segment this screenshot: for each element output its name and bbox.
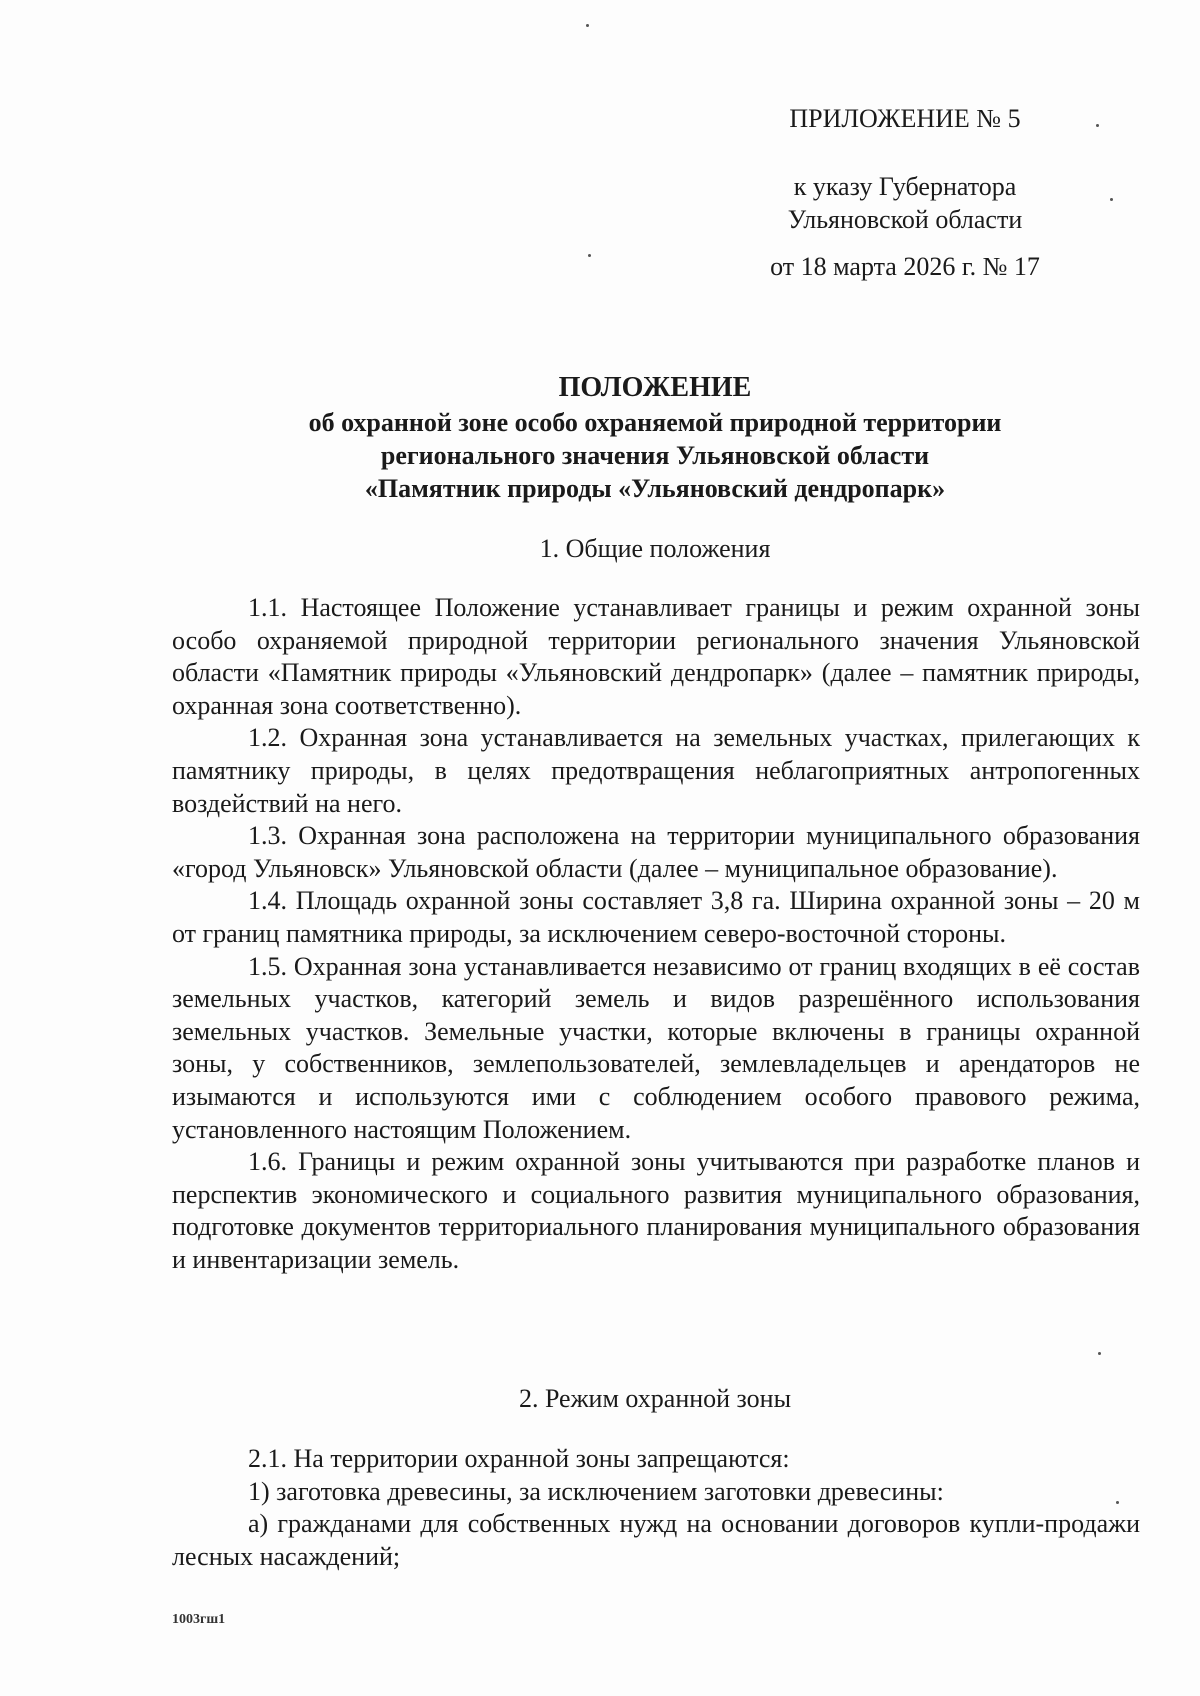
scan-speck [588,254,591,257]
decree-reference [700,170,1110,236]
paragraph: 1) заготовка древесины, за исключением заготовки древесины: [248,1476,944,1506]
decree-date: от 18 марта 2026 г. № 17 [770,252,1040,281]
title-line: «Памятник природы «Ульяновский дендропарк» [364,474,946,503]
decree-reference-line: Ульяновской области [787,205,1023,234]
document-title [170,370,1140,505]
paragraph: 1.3. Охранная зона расположена на территории муниципального образования «город Ульяновск» Ульяновской области (далее – муниципальное образование). [172,821,1140,883]
scan-speck [1110,198,1113,201]
decree-reference-line: к указу Губернатора [793,172,1017,201]
appendix-number: ПРИЛОЖЕНИЕ № 5 [789,104,1021,133]
paragraph: 1.6. Границы и режим охранной зоны учитываются при разработке планов и перспектив экономического и социального развития муниципального образования, подготовке документов территориального планирования муниципального образования и инвентаризации земель. [172,1147,1140,1274]
section-heading: 1. Общие положения [539,534,771,563]
paragraph: 1.2. Охранная зона устанавливается на земельных участках, прилегающих к памятнику природы, в целях предотвращения неблагоприятных антропогенных воздействий на него. [172,723,1140,818]
title-name: ПОЛОЖЕНИЕ [558,372,752,403]
section-body [172,1443,1140,1573]
scan-speck [1098,1352,1101,1355]
paragraph: 1.4. Площадь охранной зоны составляет 3,8 га. Ширина охранной зоны – 20 м от границ памятника природы, за исключением северо-восточной стороны. [172,886,1140,948]
document-code: 1003гш1 [172,1612,226,1627]
title-line: об охранной зоне особо охраняемой природной территории [308,408,1002,437]
paragraph: 1.1. Настоящее Положение устанавливает границы и режим охранной зоны особо охраняемой природной территории регионального значения Ульяновской области «Памятник природы «Ульяновский дендропарк» (далее – памятник природы, охранная зона соответственно). [172,593,1140,720]
title-line: регионального значения Ульяновской области [380,441,930,470]
section-body [172,592,1140,1276]
paragraph: а) гражданами для собственных нужд на основании договоров купли-продажи лесных насаждений; [172,1509,1140,1571]
paragraph: 1.5. Охранная зона устанавливается независимо от границ входящих в её состав земельных участков, категорий земель и видов разрешённого использования земельных участков. Земельные участки, которые включены в границы охранной зоны, у собственников, землепользователей, землевладельцев и арендаторов не изымаются и используются ими с соблюдением особого правового режима, установленного настоящим Положением. [172,951,1140,1144]
section-heading: 2. Режим охранной зоны [518,1384,792,1413]
scan-speck [586,24,589,27]
paragraph: 2.1. На территории охранной зоны запрещаются: [248,1444,790,1473]
